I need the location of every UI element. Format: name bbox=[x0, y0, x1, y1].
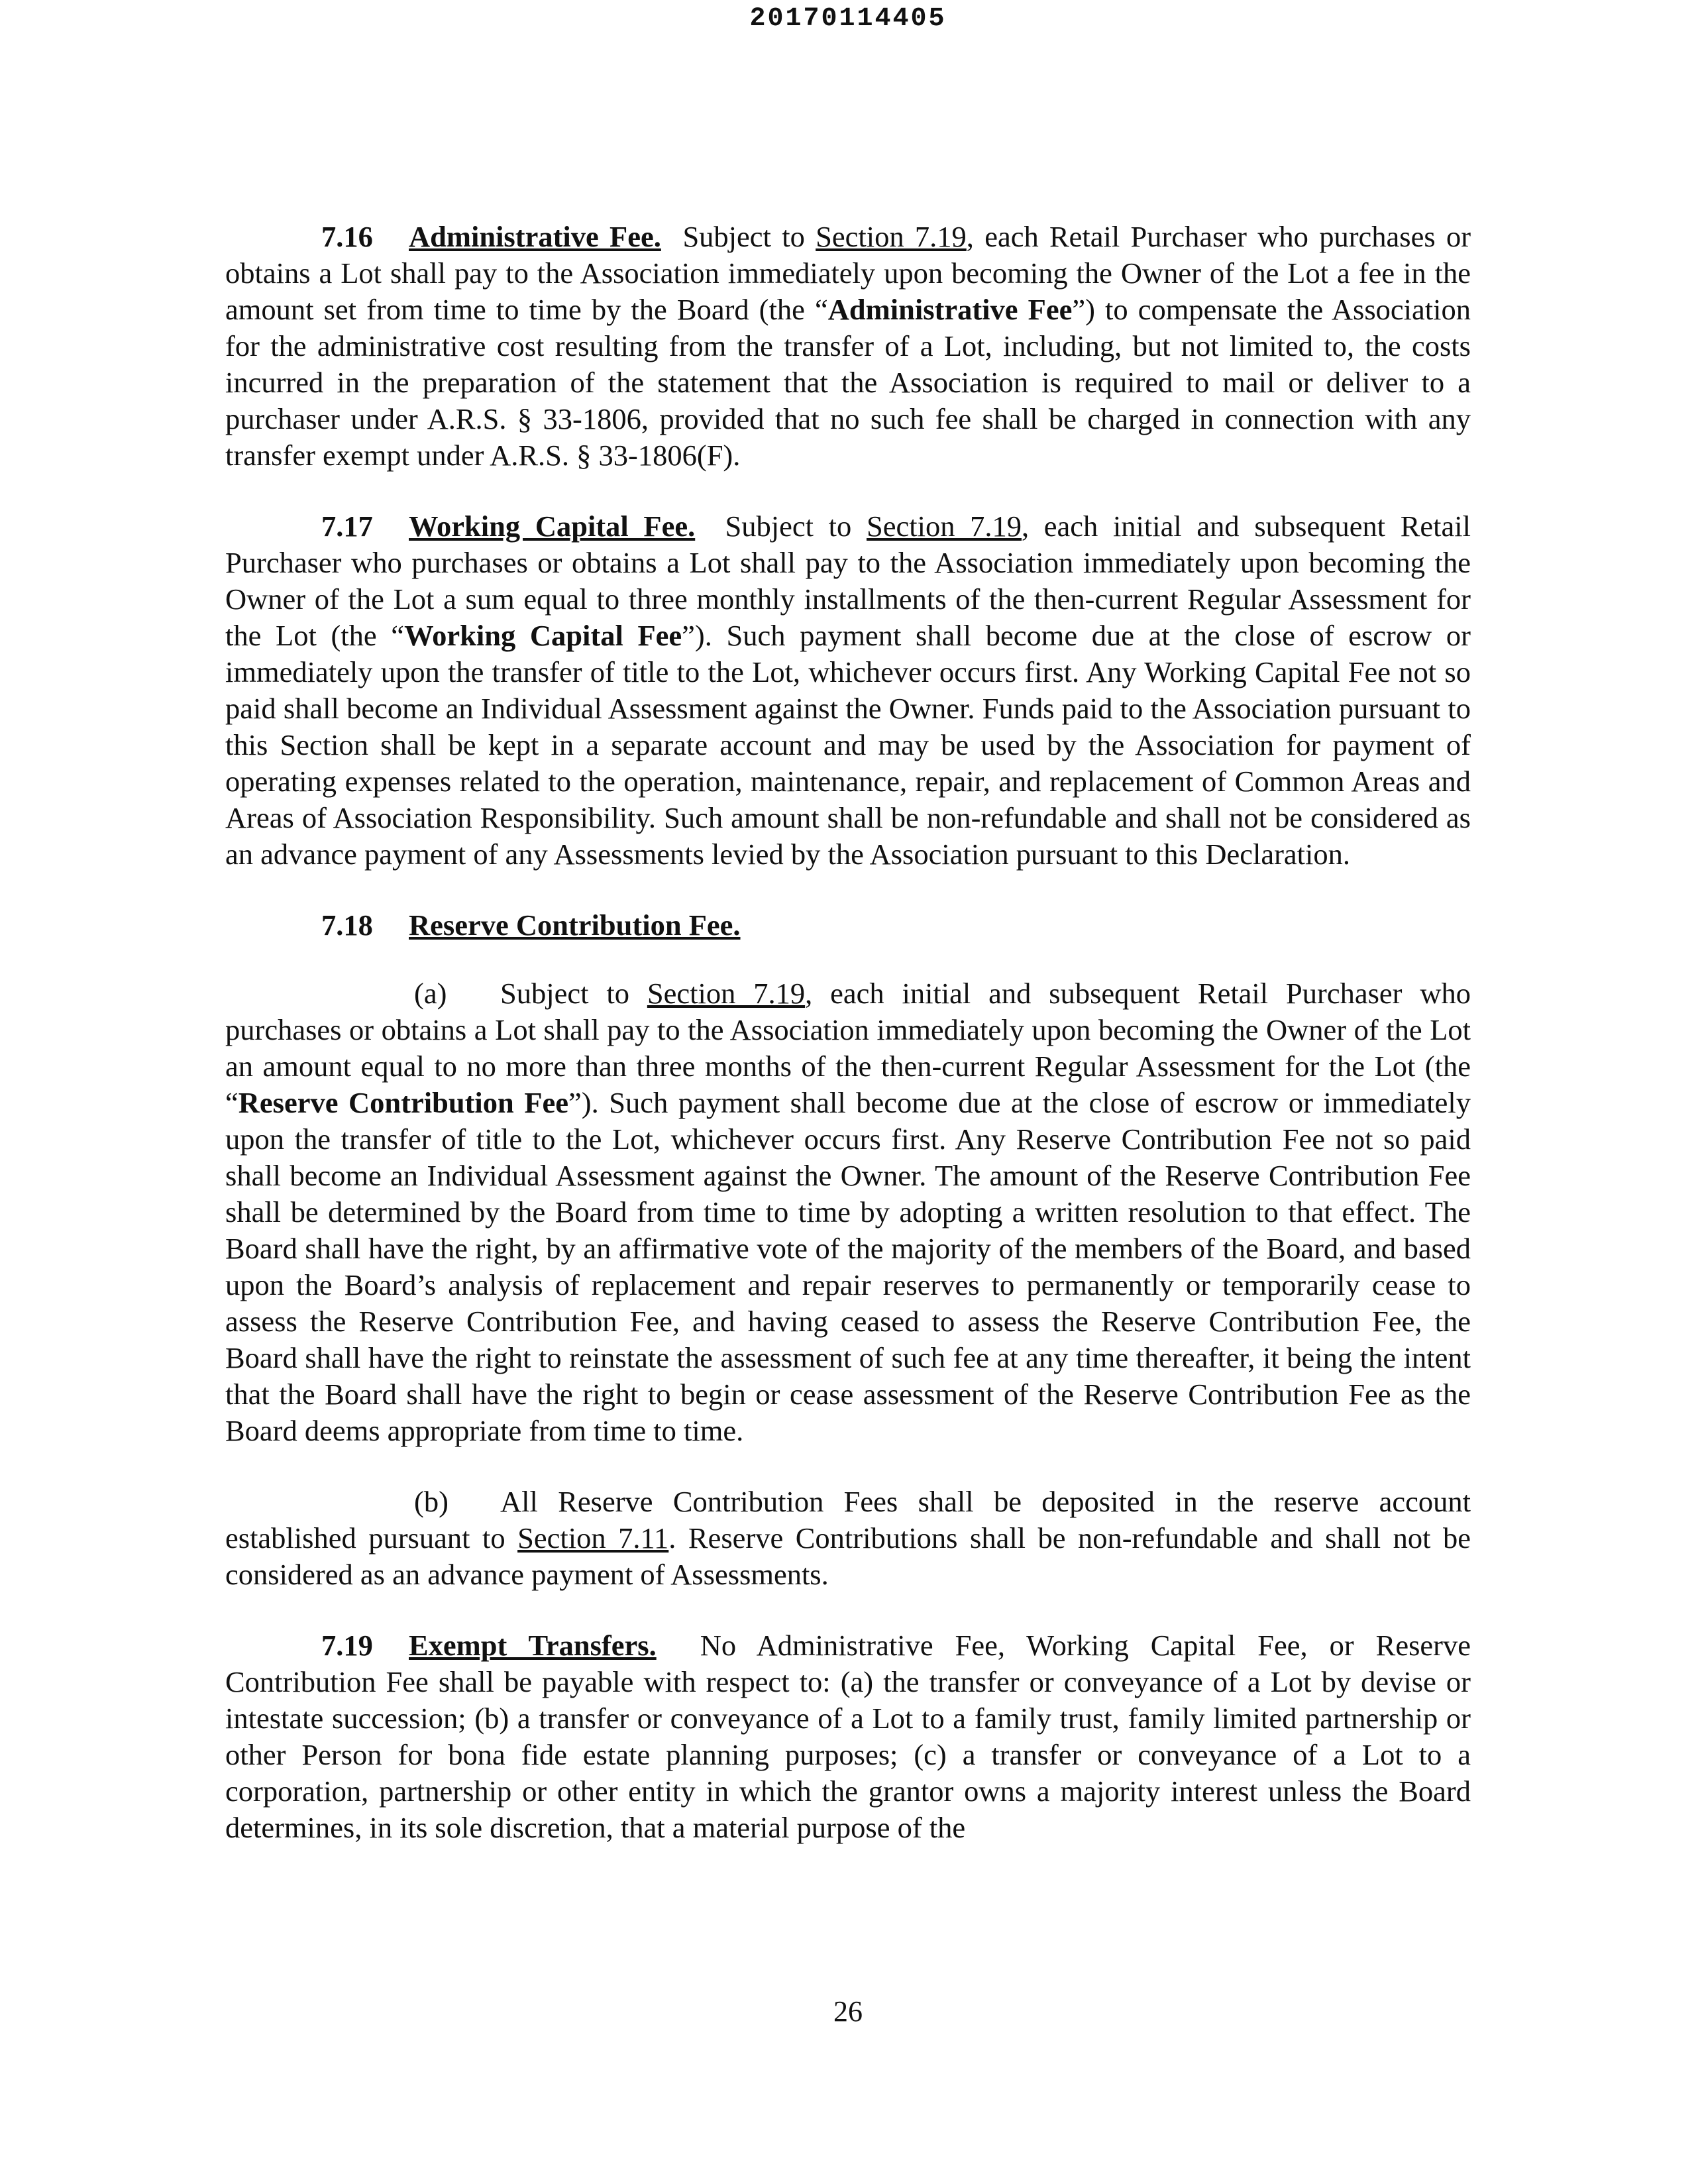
section-number: 7.19 bbox=[321, 1629, 373, 1662]
document-number: 20170114405 bbox=[749, 4, 947, 34]
document-body bbox=[225, 219, 1471, 1881]
section-7-17 bbox=[225, 508, 1471, 873]
subsection-label: (a) bbox=[414, 977, 447, 1010]
defined-term: Administrative Fee bbox=[827, 293, 1073, 326]
section-heading: Reserve Contribution Fee. bbox=[409, 908, 741, 942]
subsection-7-18-b bbox=[225, 1484, 1471, 1593]
section-reference: Section 7.19 bbox=[816, 220, 967, 253]
defined-term: Working Capital Fee bbox=[404, 619, 682, 652]
text: , each initial and subsequent Retail Purchaser who purchases or obtains a Lot shall pay to the Association immediately upon becoming the Owner of the Lot an amount equal to no more than three months of the then-current Regular Assessment for the Lot (the “ bbox=[225, 977, 1471, 1119]
subsection-label: (b) bbox=[414, 1485, 449, 1518]
text: , each initial and subsequent Retail Purchaser who purchases or obtains a Lot shall pay to the Association immediately upon becoming the Owner of the Lot a sum equal to three monthly installments of the then-current Regular Assessment for the Lot (the “ bbox=[225, 510, 1471, 652]
section-heading: Working Capital Fee. bbox=[409, 510, 696, 543]
text: , each Retail Purchaser who purchases or obtains a Lot shall pay to the Association immediately upon becoming the Owner of the Lot a fee in the amount set from time to time by the Board (the “ bbox=[225, 220, 1471, 326]
text: No Administrative Fee, Working Capital Fee, or Reserve Contribution Fee shall be payable with respect to: (a) the transfer or conveyance of a Lot by devise or intestate succession; (b) a transfer or conveyance of a Lot to a family trust, family limited partnership or other Person for bona fide estate planning purposes; (c) a transfer or conveyance of a Lot to a corporation, partnership or other entity in which the grantor owns a majority interest unless the Board determines, in its sole discretion, that a material purpose of the bbox=[225, 1629, 1471, 1844]
section-7-19 bbox=[225, 1627, 1471, 1846]
text: . Reserve Contributions shall be non-refundable and shall not be considered as an advance payment of Assessments. bbox=[225, 1521, 1471, 1591]
page-number: 26 bbox=[833, 1995, 863, 2028]
defined-term: Reserve Contribution Fee bbox=[238, 1086, 569, 1119]
section-number: 7.18 bbox=[321, 908, 373, 942]
section-heading: Administrative Fee. bbox=[409, 220, 661, 253]
section-7-16 bbox=[225, 219, 1471, 474]
section-reference: Section 7.19 bbox=[647, 977, 806, 1010]
text: All Reserve Contribution Fees shall be deposited in the reserve account established pursuant to bbox=[225, 1485, 1471, 1555]
section-number: 7.17 bbox=[321, 510, 373, 543]
section-7-18 bbox=[225, 907, 1471, 944]
text: Subject to bbox=[725, 510, 852, 543]
section-heading: Exempt Transfers. bbox=[409, 1629, 657, 1662]
text: Subject to bbox=[682, 220, 805, 253]
section-number: 7.16 bbox=[321, 220, 373, 253]
text: ”) to compensate the Association for the administrative cost resulting from the transfer of a Lot, including, but not limited to, the costs incurred in the preparation of the statement that the Association is required to mail or deliver to a purchaser under A.R.S. § 33-1806, provided that no such fee shall be charged in connection with any transfer exempt under A.R.S. § 33-1806(F). bbox=[225, 293, 1471, 472]
text: Subject to bbox=[500, 977, 629, 1010]
section-reference: Section 7.19 bbox=[866, 510, 1022, 543]
section-reference: Section 7.11 bbox=[517, 1521, 669, 1555]
subsection-7-18-a bbox=[225, 975, 1471, 1449]
text: ”). Such payment shall become due at the close of escrow or immediately upon the transfer of title to the Lot, whichever occurs first. Any Working Capital Fee not so paid shall become an Individual Assessment against the Owner. Funds paid to the Association pursuant to this Section shall be kept in a separate account and may be used by the Association for payment of operating expenses related to the operation, maintenance, repair, and replacement of Common Areas and Areas of Association Responsibility. Such amount shall be non-refundable and shall not be considered as an advance payment of any Assessments levied by the Association pursuant to this Declaration. bbox=[225, 619, 1471, 871]
text: ”). Such payment shall become due at the close of escrow or immediately upon the transfer of title to the Lot, whichever occurs first. Any Reserve Contribution Fee not so paid shall become an Individual Assessment against the Owner. The amount of the Reserve Contribution Fee shall be determined by the Board from time to time by adopting a written resolution to that effect. The Board shall have the right, by an affirmative vote of the majority of the members of the Board, and based upon the Board’s analysis of replacement and repair reserves to permanently or temporarily cease to assess the Reserve Contribution Fee, and having ceased to assess the Reserve Contribution Fee, the Board shall have the right to reinstate the assessment of such fee at any time thereafter, it being the intent that the Board shall have the right to begin or cease assessment of the Reserve Contribution Fee as the Board deems appropriate from time to time. bbox=[225, 1086, 1471, 1447]
